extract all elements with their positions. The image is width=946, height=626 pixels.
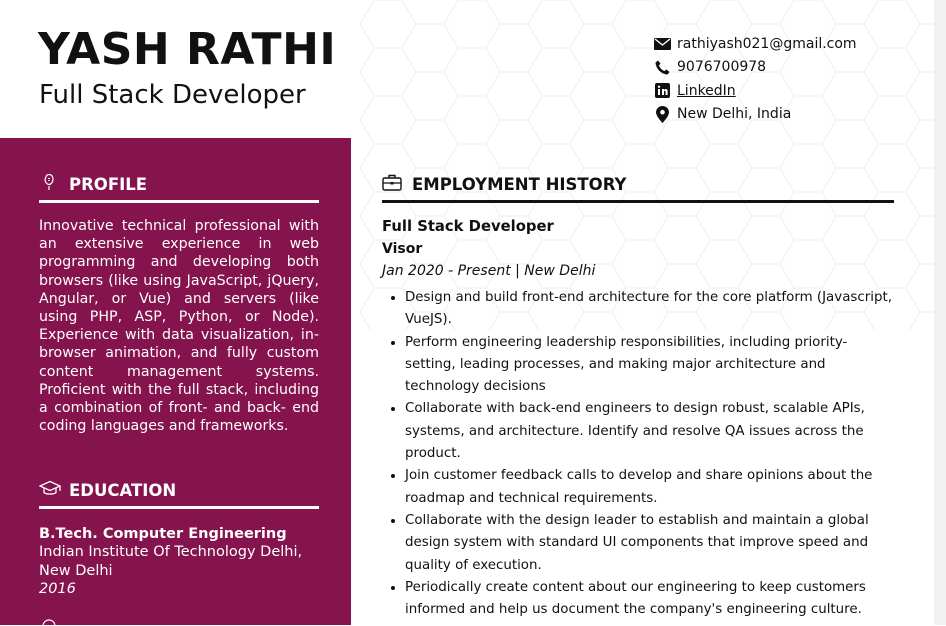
contact-location [653, 103, 857, 127]
phone-icon [653, 59, 671, 75]
linkedin-link[interactable]: LinkedIn [677, 82, 736, 99]
employment-heading [382, 174, 894, 203]
contact-list [653, 32, 857, 126]
contact-linkedin [653, 79, 857, 103]
job-entry [382, 217, 894, 621]
list-item: • Perform engineering leadership responsibilities, including priority-setting, leading processes, and making major architecture and technology decisions [405, 332, 894, 399]
list-item: • Join customer feedback calls to develop and share opinions about the roadmap and technical requirements. [405, 465, 894, 510]
profile-heading [39, 174, 319, 203]
employment-section [382, 174, 894, 621]
briefcase-icon [382, 174, 404, 194]
profile-summary: Innovative technical professional with an extensive experience in web programming and developing both browsers (like using JavaScript, jQuery, Angular, or Vue) and servers (like using PHP, ASP, Python, or Node). Experience with data visualization, in- browser animation, and fully custom content management systems. Proficient with the full stack, including a combination of front- and back- end coding languages and frameworks. [39, 218, 319, 435]
list-item: • Collaborate with the design leader to establish and maintain a global design system with standard UI components that improve speed and quality of execution. [405, 510, 894, 577]
employment-heading-text: EMPLOYMENT HISTORY [412, 174, 627, 194]
list-item: • Collaborate with back-end engineers to design robust, scalable APIs, systems, and architecture. Identify and resolve QA issues across the product. [405, 398, 894, 465]
graduation-cap-icon [39, 480, 61, 500]
candidate-name: YASH RATHI [38, 24, 337, 75]
education-section [39, 480, 319, 598]
education-heading-text: EDUCATION [69, 480, 177, 500]
profile-heading-text: PROFILE [69, 174, 148, 194]
education-heading [39, 480, 319, 509]
profile-section [39, 174, 319, 435]
linkedin-icon [653, 83, 671, 99]
job-responsibilities [382, 287, 894, 621]
education-degree: B.Tech. Computer Engineering [39, 526, 287, 542]
job-dates: Jan 2020 - Present | New Delhi [382, 263, 596, 279]
mail-icon [653, 36, 671, 52]
page-edge [934, 0, 946, 625]
candidate-role: Full Stack Developer [39, 80, 306, 110]
location-text: New Delhi, India [677, 106, 792, 123]
education-year: 2016 [39, 581, 76, 597]
profile-icon [39, 174, 61, 194]
job-title: Full Stack Developer [382, 218, 554, 235]
list-item: • Design and build front-end architecture for the core platform (Javascript, VueJS). [405, 287, 894, 332]
phone-text[interactable]: 9076700978 [677, 59, 767, 76]
job-company: Visor [382, 241, 423, 257]
sidebar [0, 138, 351, 625]
contact-phone [653, 56, 857, 80]
education-school: Indian Institute Of Technology Delhi, New Delhi [39, 544, 303, 579]
list-item: • Periodically create content about our engineering to keep customers informed and help us document the company's engineering culture. [405, 577, 894, 622]
location-pin-icon [653, 106, 671, 122]
contact-email [653, 32, 857, 56]
email-text[interactable]: rathiyash021@gmail.com [677, 35, 857, 52]
